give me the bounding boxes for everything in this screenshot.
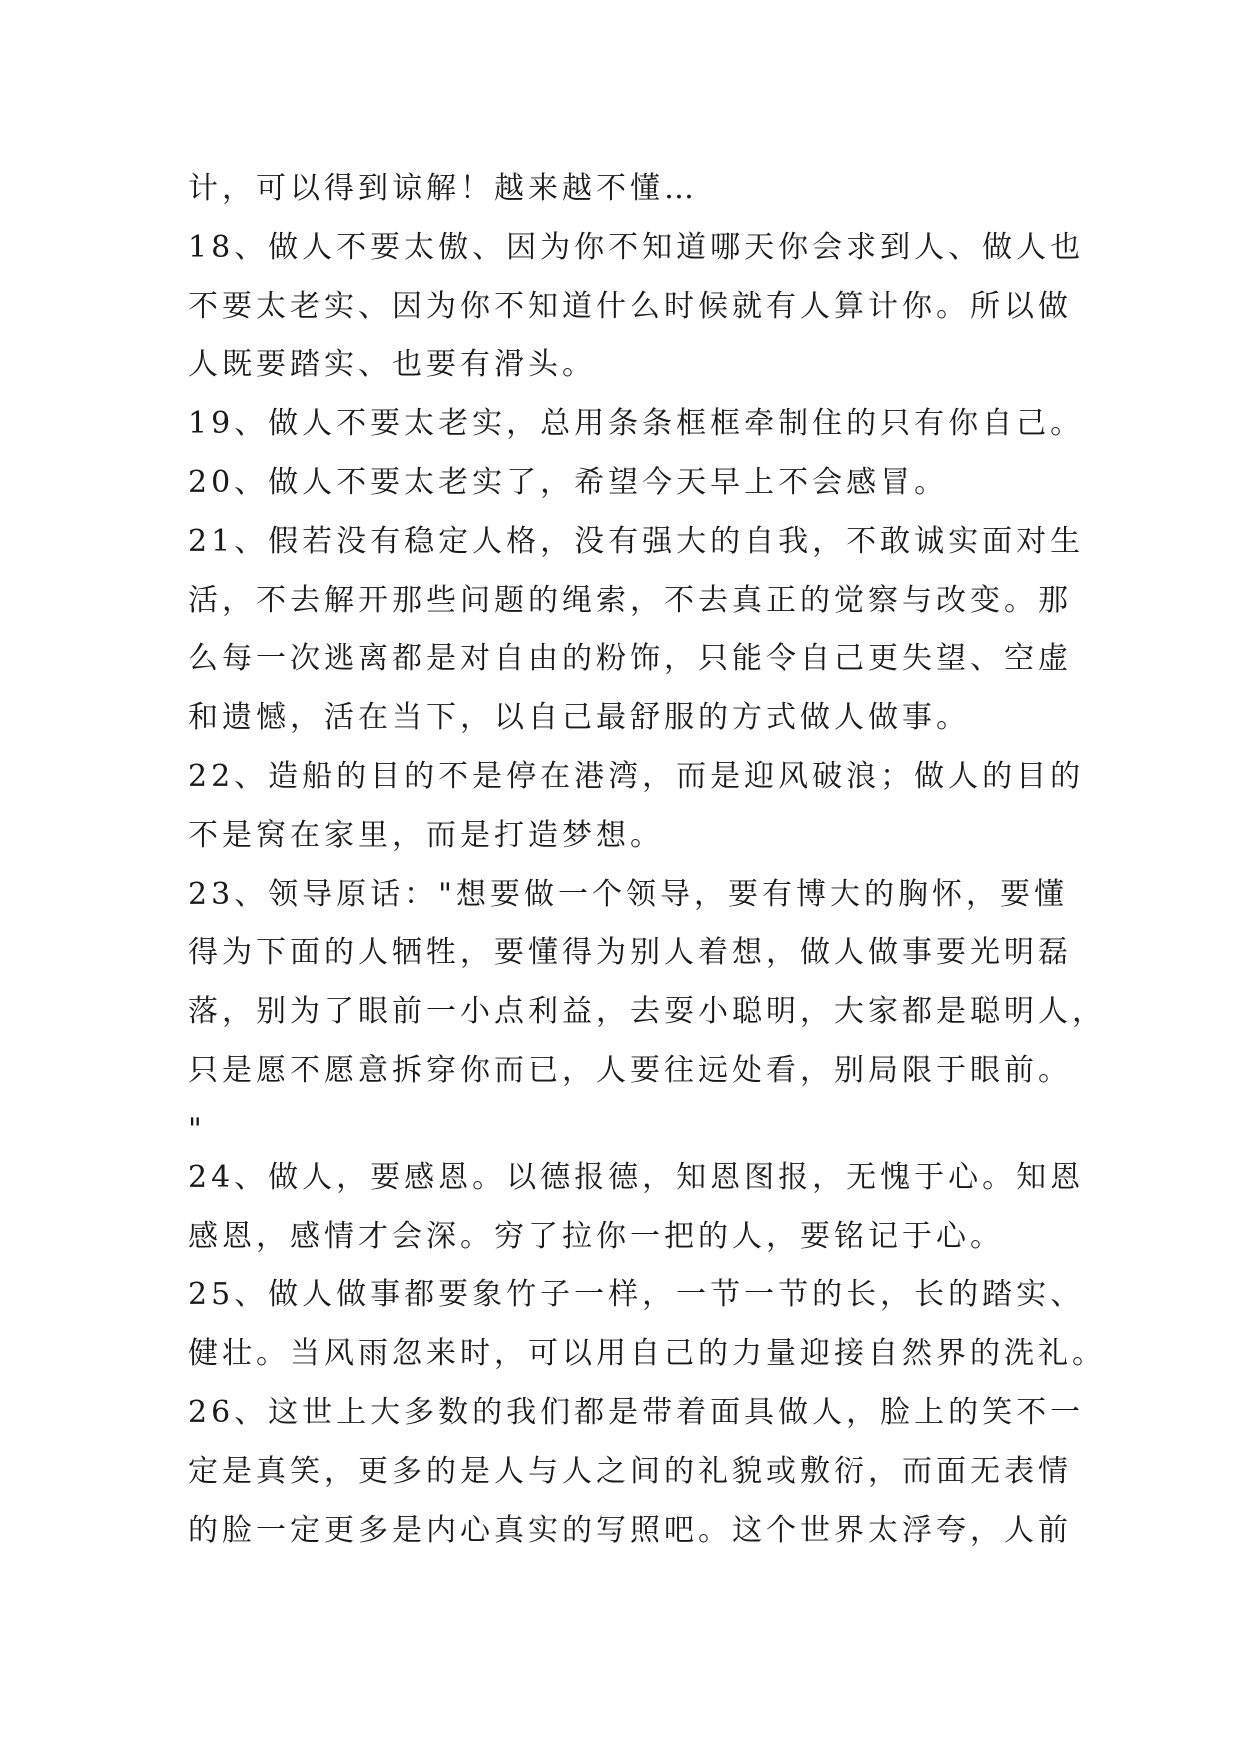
- text-line: 22、造船的目的不是停在港湾，而是迎风破浪；做人的目的: [188, 758, 1085, 794]
- text-line: 23、领导原话："想要做一个领导，要有博大的胸怀，要懂: [188, 876, 1068, 912]
- text-line: 计，可以得到谅解！越来越不懂…: [188, 171, 698, 206]
- text-line: 活，不去解开那些问题的绳索，不去真正的觉察与改变。那: [188, 582, 1072, 618]
- text-line: 24、做人，要感恩。以德报德，知恩图报，无愧于心。知恩: [188, 1159, 1085, 1195]
- text-line: 20、做人不要太老实了，希望今天早上不会感冒。: [188, 464, 949, 500]
- text-line: 感恩，感情才会深。穷了拉你一把的人，要铭记于心。: [188, 1218, 1004, 1254]
- text-line: 健壮。当风雨忽来时，可以用自己的力量迎接自然界的洗礼。: [188, 1336, 1106, 1372]
- text-line: 不要太老实、因为你不知道什么时候就有人算计你。所以做: [188, 288, 1072, 324]
- body-text: [188, 160, 1106, 1560]
- text-line: ": [188, 1111, 206, 1147]
- text-line: 不是窝在家里，而是打造梦想。: [188, 817, 664, 853]
- text-line: 只是愿不愿意拆穿你而已，人要往远处看，别局限于眼前。: [188, 1052, 1072, 1088]
- text-line: 落，别为了眼前一小点利益，去耍小聪明，大家都是聪明人，: [188, 994, 1106, 1030]
- text-line: 定是真笑，更多的是人与人之间的礼貌或敷衍，而面无表情: [188, 1453, 1072, 1489]
- text-line: 18、做人不要太傲、因为你不知道哪天你会求到人、做人也: [188, 229, 1085, 265]
- text-line: 26、这世上大多数的我们都是带着面具做人，脸上的笑不一: [188, 1394, 1085, 1430]
- text-line: 和遗憾，活在当下，以自己最舒服的方式做人做事。: [188, 700, 970, 736]
- text-line: 25、做人做事都要象竹子一样，一节一节的长，长的踏实、: [188, 1277, 1085, 1313]
- text-line: 么每一次逃离都是对自由的粉饰，只能令自己更失望、空虚: [188, 641, 1072, 677]
- text-line: 得为下面的人牺牲，要懂得为别人着想，做人做事要光明磊: [188, 935, 1072, 971]
- text-line: 的脸一定更多是内心真实的写照吧。这个世界太浮夸，人前: [188, 1512, 1072, 1548]
- text-line: 人既要踏实、也要有滑头。: [188, 347, 596, 383]
- text-line: 19、做人不要太老实，总用条条框框牵制住的只有你自己。: [188, 406, 1085, 442]
- text-line: 21、假若没有稳定人格，没有强大的自我，不敢诚实面对生: [188, 523, 1085, 559]
